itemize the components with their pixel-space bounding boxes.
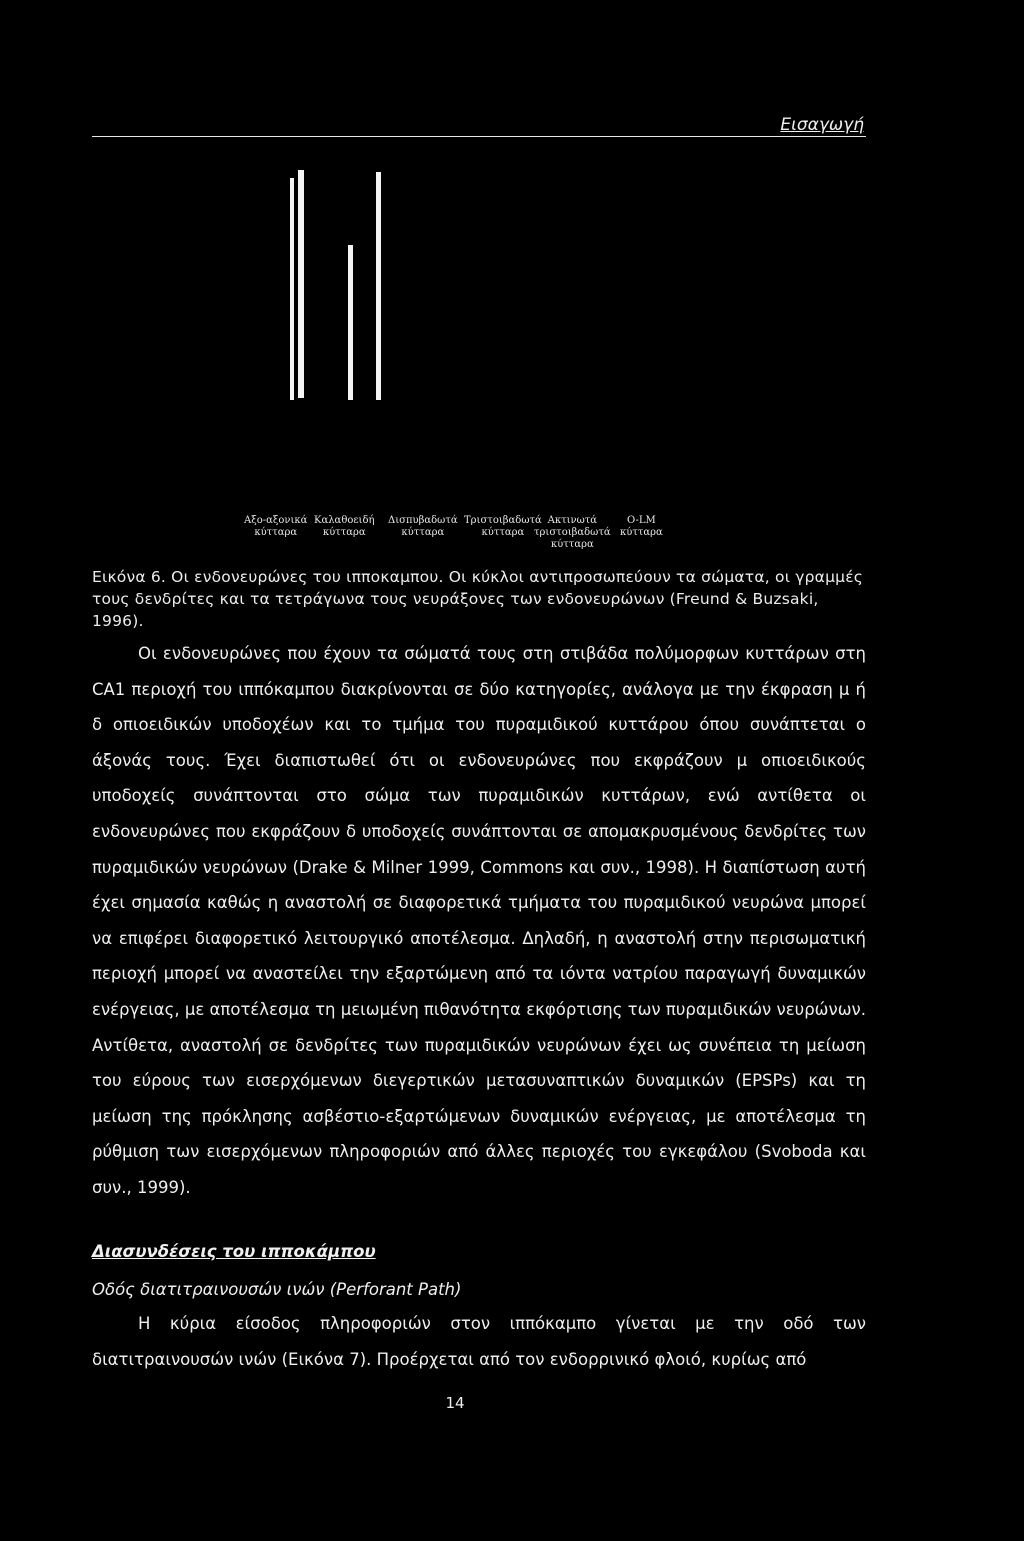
figure-caption: Εικόνα 6. Οι ενδονευρώνες του ιπποκαμπου. Οι κύκλοι αντιπροσωπεύουν τα σώματα, οι γραμμές τους δενδρίτες και τα τετράγωνα τους νευράξονες των ενδονευρώνων (Freund & Buzsaki, 1996). bbox=[92, 568, 864, 630]
header-rule bbox=[92, 136, 866, 137]
figure-interneurons bbox=[240, 170, 720, 560]
section-title: Διασυνδέσεις του ιπποκάμπου bbox=[92, 1242, 376, 1261]
paragraph-1: Οι ενδονευρώνες που έχουν τα σώματά τους στη στιβάδα πολύμορφων κυττάρων στη CA1 περιοχή του ιππόκαμπου διακρίνονται σε δύο κατηγορίες, ανάλογα με την έκφραση μ ή δ οπιοειδικών υποδοχέων και το τμήμα του πυραμιδικού κυττάρου όπου συνάπτεται ο άξονάς τους. Έχει διαπιστωθεί ότι οι ενδονευρώνες που εκφράζουν μ οπιοειδικούς υποδοχείς συνάπτονται στο σώμα των πυραμιδικών κυττάρων, ενώ αντίθετα οι ενδονευρώνες που εκφράζουν δ υποδοχείς συνάπτονται σε απομακρυσμένους δενδρίτες των πυραμιδικών νευρώνων (Drake & Milner 1999, Commons και συν., 1998). Η διαπίστωση αυτή έχει σημασία καθώς η αναστολή σε διαφορετικά τμήματα του πυραμιδικού νευρώνα μπορεί να επιφέρει διαφορετικό λειτουργικό αποτέλεσμα. Δηλαδή, η αναστολή στην περισωματική περιοχή μπορεί να αναστείλει την εξαρτώμενη από τα ιόντα νατρίου παραγωγή δυναμικών ενέργειας, με αποτέλεσμα τη μειωμένη πιθανότητα εκφόρτισης των πυραμιδικών νευρώνων. Αντίθετα, αναστολή σε δενδρίτες των πυραμιδικών νευρώνων έχει ως συνέπεια τη μείωση του εύρους των εισερχόμενων διεγερτικών μετασυναπτικών δυναμικών (EPSPs) και τη μείωση της πρόκλησης ασβέστιο-εξαρτώμενων δυναμικών ενέργειας, με αποτέλεσμα τη ρύθμιση των εισερχόμενων πληροφοριών από άλλες περιοχές του εγκεφάλου (Svoboda και συν., 1999). bbox=[92, 644, 866, 1197]
section-body bbox=[92, 1306, 866, 1378]
running-head: Εισαγωγή bbox=[780, 115, 864, 135]
section-subtitle: Οδός διατιτραινουσών ινών (Perforant Path) bbox=[92, 1280, 462, 1299]
body-text bbox=[92, 636, 866, 1206]
figure-label-olm: O-LM κύτταρα bbox=[620, 515, 663, 538]
figure-label-basket: Καλαθοειδή κύτταρα bbox=[314, 515, 375, 538]
figure-line-2 bbox=[298, 170, 304, 398]
figure-label-trilaminar: Τριστοιβαδωτά κύτταρα bbox=[464, 515, 542, 538]
figure-line-1 bbox=[290, 178, 294, 400]
page-number: 14 bbox=[445, 1394, 465, 1412]
figure-label-radial-trilaminar: Ακτινωτά τριστοιβαδωτά κύτταρα bbox=[534, 515, 611, 550]
figure-line-3 bbox=[348, 245, 353, 400]
figure-line-4 bbox=[376, 172, 381, 400]
figure-label-bistratified: Δισπυβαδωτά κύτταρα bbox=[388, 515, 458, 538]
figure-labels bbox=[240, 515, 720, 557]
figure-label-axoaxonic: Αξο-αξονικά κύτταρα bbox=[244, 515, 308, 538]
paragraph-2: Η κύρια είσοδος πληροφοριών στον ιππόκαμπο γίνεται με την οδό των διατιτραινουσών ινών (Εικόνα 7). Προέρχεται από τον ενδορρινικό φλοιό, κυρίως από bbox=[92, 1314, 866, 1369]
